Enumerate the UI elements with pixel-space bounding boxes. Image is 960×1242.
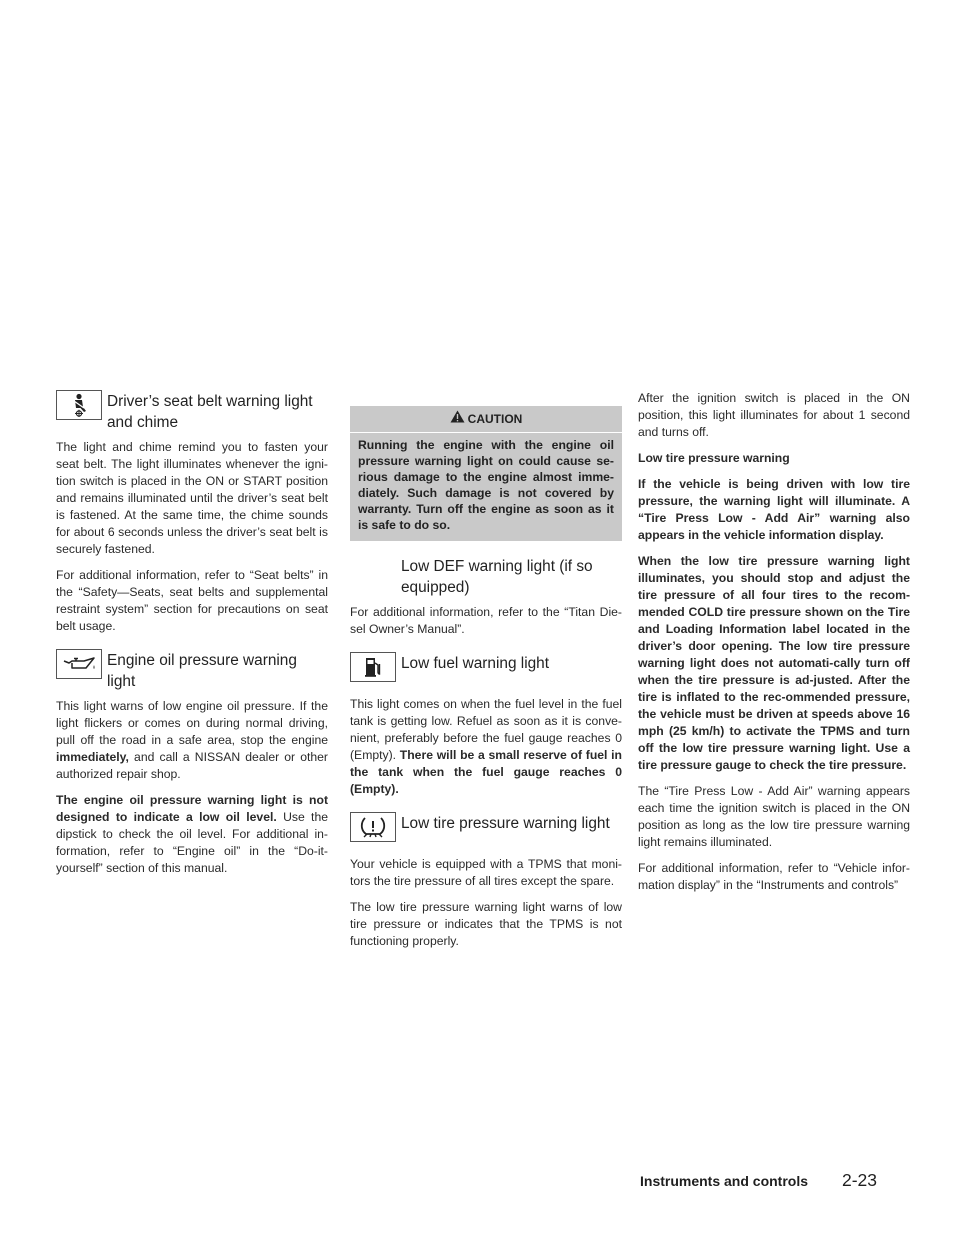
column-right — [638, 390, 910, 903]
oil-title: Engine oil pressure warning light — [107, 652, 297, 690]
fuel-p1-bold: There will be a small reserve of fuel in the tank when the fuel gauge reaches 0 (Empty). — [350, 748, 622, 796]
oil-p2-bold: The engine oil pressure warning light is not designed to indicate a low oil level. — [56, 793, 328, 824]
oil-can-icon — [56, 649, 102, 679]
seatbelt-icon — [56, 390, 102, 420]
page-number: 2-23 — [842, 1170, 878, 1190]
caution-header — [350, 406, 622, 433]
footer-section-title: Instruments and controls — [640, 1173, 809, 1189]
fuel-p1-text: This light comes on when the fuel level in the fuel tank is getting low. Refuel as soon as it is conve-nient, preferably before the fuel gauge reaches 0 (Empty). — [350, 697, 622, 762]
oil-p1-text: This light warns of low engine oil pressure. If the light flickers or comes on during normal driving, pull off the road in a safe area, stop the engine — [56, 699, 328, 747]
warning-triangle-icon — [450, 410, 465, 428]
tpms-paragraph-3: When the low tire pressure warning light illuminates, you should stop and adjust the tire pressure of all four tires to the recom-mended COLD tire pressure shown on the Tire and Loading Information label located in the driver’s door opening. The low tire pressure warning light does not automati-cally turn off when the tire pressure is ad-justed. After the tire is inflated to the rec-ommended pressure, the vehicle must be driven at speeds above 16 mph (25 km/h) to activate the TPMS and turn off the low tire pressure warning light. Use a tire pressure gauge to check the tire pressure. — [638, 554, 910, 772]
column-middle — [350, 390, 622, 959]
tire-paragraph-1: Your vehicle is equipped with a TPMS that moni-tors the tire pressure of all tires except the spare. — [350, 857, 622, 888]
tire-title: Low tire pressure warning light — [401, 815, 610, 832]
caution-box — [350, 406, 622, 541]
tpms-paragraph-2: If the vehicle is being driven with low tire pressure, the warning light will illuminate. A “Tire Press Low - Add Air” warning also appears in the vehicle information display. — [638, 477, 910, 542]
fuel-title: Low fuel warning light — [401, 655, 550, 672]
def-title: Low DEF warning light (if so equipped) — [401, 558, 593, 596]
fuel-heading — [350, 652, 622, 690]
seatbelt-paragraph-1: The light and chime remind you to fasten your seat belt. The light illuminates whenever the igni-tion switch is placed in the ON or START position and remains illuminated until the driver’s seat belt is fastened. At the same time, the chime sounds for about 6 seconds unless the driver’s seat belt is securely fastened. — [56, 440, 328, 556]
oil-p1-text-end: and call a NISSAN dealer or other authorized repair shop. — [56, 750, 328, 781]
seatbelt-heading — [56, 390, 328, 433]
page-footer — [0, 1170, 960, 1194]
oil-paragraph-2 — [56, 792, 328, 877]
def-paragraph-1: For additional information, refer to the “Titan Die-sel Owner’s Manual”. — [350, 605, 622, 636]
seatbelt-paragraph-2: For additional information, refer to “Seat belts” in the “Safety—Seats, seat belts and supplemental restraint system” section for precautions on seat belt usage. — [56, 568, 328, 633]
seatbelt-title: Driver’s seat belt warning light and chime — [107, 393, 313, 431]
column-left — [56, 390, 328, 886]
tire-heading — [350, 812, 622, 850]
def-heading — [350, 555, 622, 598]
caution-label: CAUTION — [467, 411, 523, 426]
fuel-paragraph-1 — [350, 696, 622, 798]
oil-paragraph-1 — [56, 698, 328, 783]
tire-paragraph-2: The low tire pressure warning light warns of low tire pressure or indicates that the TPMS is not functioning properly. — [350, 900, 622, 948]
tpms-paragraph-5: For additional information, refer to “Vehicle infor-mation display” in the “Instruments and controls” — [638, 861, 910, 892]
oil-p1-bold: immediately, — [56, 750, 129, 764]
oil-p2-text: Use the dipstick to check the oil level. For additional in-formation, refer to “Engine oil” in the “Do-it-yourself” section of this manual. — [56, 810, 328, 875]
tire-pressure-icon — [350, 812, 396, 842]
tpms-subheading: Low tire pressure warning — [638, 451, 790, 465]
tpms-paragraph-4: The “Tire Press Low - Add Air” warning appears each time the ignition switch is placed in the ON position as long as the low tire pressure warning light remains illuminated. — [638, 784, 910, 849]
fuel-pump-icon — [350, 652, 396, 682]
tpms-paragraph-1: After the ignition switch is placed in the ON position, this light illuminates for about 1 second and turns off. — [638, 391, 910, 439]
oil-heading — [56, 649, 328, 692]
caution-text: Running the engine with the engine oil pressure warning light on could cause se-rious damage to the engine almost imme-diately. Such damage is not covered by warranty. Turn off the engine as soon as it is safe to do so. — [358, 438, 614, 532]
